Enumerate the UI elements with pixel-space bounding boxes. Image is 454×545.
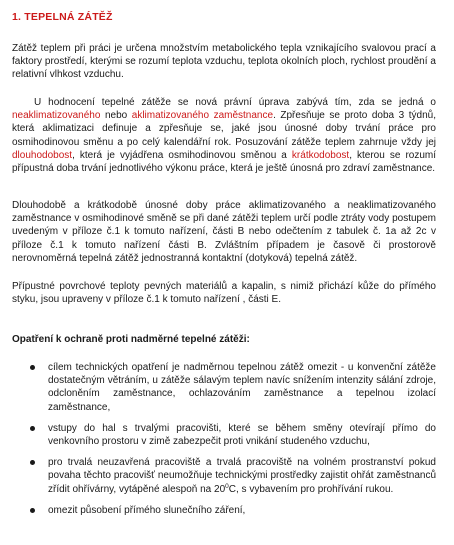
bullet-icon [30, 460, 35, 465]
highlight-unacclimatized: neaklimatizovaného [12, 110, 101, 122]
section-title: 1. TEPELNÁ ZÁTĚŽ [12, 11, 113, 23]
intro-paragraph: Zátěž teplem při práci je určena množstvím metabolického tepla vznikajícího svalovou prací a faktory prostředí, kterými se rozumí teplota vzduchu, teplota okolních ploch, rychlost proudění a relativní vlhkost vzduchu. [12, 43, 436, 81]
bullet-icon [30, 365, 35, 370]
adaptation-paragraph: U hodnocení tepelné zátěže se nová právní úprava zabývá tím, zda se jedná o neaklimatizovaného nebo aklimatizovaného zaměstnance. Zpřesňuje se proto doba 3 týdnů, která aklimatizaci definuje a zpřesňuje se, jaké jsou únosné doby trvání práce pro osmihodinovou směnu a po celý kalendářní rok. Posuzování zátěže teplem zahrnuje vždy jej dlouhodobost, která je vyjádřena osmihodinovou směnou a krátkodobost, kterou se rozumí přípustná doba trvání jednotlivého výkonu práce, která je ještě únosná pro zdraví zaměstnance. [12, 97, 437, 175]
bullet-icon [30, 426, 35, 431]
list-item: omezit působení přímého slunečního záření, [30, 504, 436, 517]
degree-superscript: 0 [225, 482, 229, 490]
list-item: pro trvalá neuzavřená pracoviště a trvalá pracoviště na volném prostranství pokud povaha těchto pracovišť neumožňuje technickými prostředky zajistit ohřát zaměstnanců zřídit ohřívárny, vytápěné alespoň na $20^0C$, s vybavením pro prohřívání rukou. [30, 456, 436, 496]
bullet-icon [30, 508, 35, 513]
surface-temperature-paragraph: Přípustné povrchové teploty pevných materiálů a kapalin, s nimiž přichází kůže do přímého styku, jsou upraveny v příloze č.1 k tomuto nařízení , části E. [12, 281, 436, 306]
highlight-long-term: dlouhodobost [12, 149, 73, 161]
duration-paragraph: Dlouhodobě a krátkodobě únosné doby práce aklimatizovaného a neaklimatizovaného zaměstnance v osmihodinové směně se při dané zátěži teplem určí podle ztráty vody postupem uvedeným v příloze č.1 k tomuto nařízení, části B nebo odečtením z tabulek č. 1a až 2c v příloze č.1 k tomuto nařízení části B. Zvláštním případem je časově či prostorově nerovnoměrná tepelná zátěž jednostranná kontaktní (dotyková) tepelná zátěž. [12, 200, 436, 264]
highlight-short-term: krátkodobost [291, 149, 350, 161]
list-item: vstupy do hal s trvalými pracovišti, které se během směny otevírají přímo do venkovního prostoru v zimě zabezpečit proti vnikání studeného vzduchu, [30, 422, 436, 448]
list-item: cílem technických opatření je nadměrnou tepelnou zátěž omezit - u konvenční zátěže dostatečným větráním, u zátěže sálavým teplem navíc snížením intenzity sálání zdroje, odcloněním zaměstnance, ochlazováním zaměstnance a tepelnou izolací zaměstnance, [30, 361, 436, 414]
measures-heading: Opatření k ochraně proti nadměrné tepelné zátěži: [12, 334, 250, 345]
measures-list [30, 361, 436, 517]
highlight-acclimatized: aklimatizovaného zaměstnance [131, 110, 274, 122]
